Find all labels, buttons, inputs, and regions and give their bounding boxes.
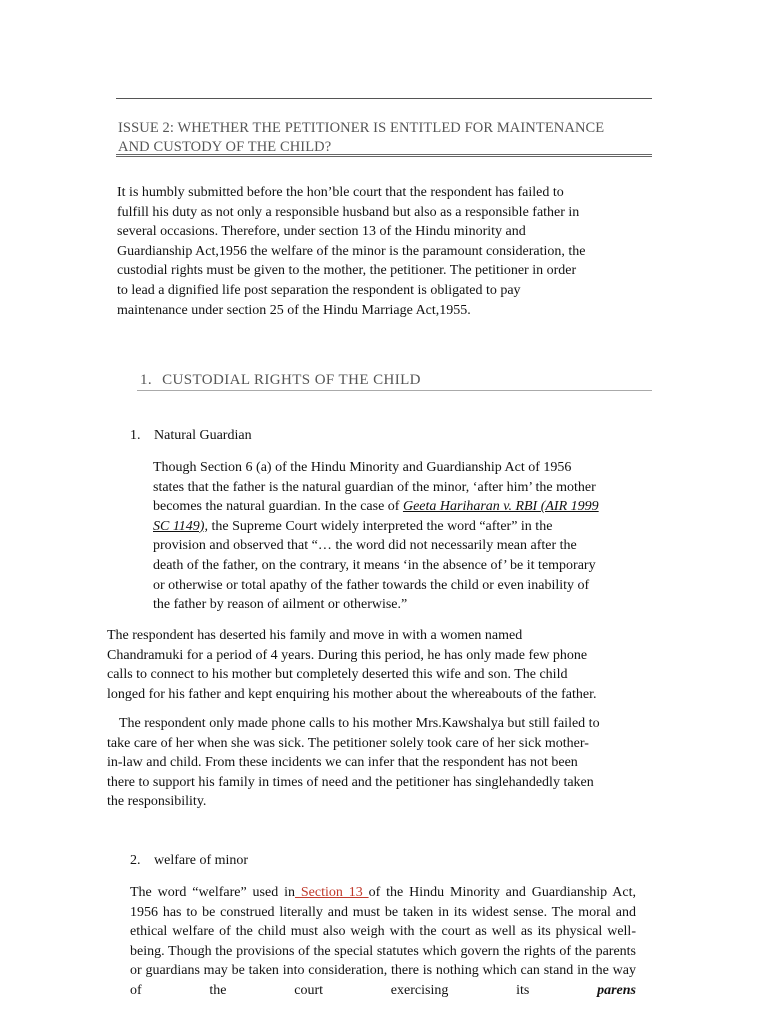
welfare-text-cont: of the Hindu Minority and Guardianship Act, 1956 has to be construed literally and must be taken in its widest sense. The moral and ethical welfare of the child must also weigh with the court as well as its physical well-being. Though the provisions of the special statutes which govern the rights of the parents or guardians may be taken into consideration, there is nothing which can stand in the way of the court exercising its bbox=[130, 885, 636, 998]
intro-line: fulfill his duty as not only a responsible husband but also as a responsible father in bbox=[117, 204, 580, 220]
section-heading-custodial-rights bbox=[140, 372, 660, 389]
intro-line: It is humbly submitted before the hon’ble court that the respondent has failed to bbox=[117, 185, 564, 200]
quote-line: states that the father is the natural guardian of the minor, ‘after him’ the mother bbox=[153, 479, 596, 495]
list-item-title: welfare of minor bbox=[154, 853, 249, 868]
quote-line: Though Section 6 (a) of the Hindu Minority and Guardianship Act of 1956 bbox=[153, 460, 572, 475]
list-item-welfare-of-minor bbox=[130, 853, 248, 869]
paragraph-line: the responsibility. bbox=[107, 794, 207, 810]
intro-line: to lead a dignified life post separation the respondent is obligated to pay bbox=[117, 282, 521, 298]
paragraph-line: take care of her when she was sick. The petitioner solely took care of her sick mother- bbox=[107, 735, 589, 751]
section-heading-number: 1. bbox=[140, 372, 153, 388]
case-citation-link[interactable]: Geeta Hariharan v. RBI (AIR 1999 bbox=[402, 499, 599, 515]
intro-line: custodial rights must be given to the mother, the petitioner. The petitioner in order bbox=[117, 263, 577, 279]
quote-line: or otherwise or total apathy of the father towards the child or even inability of bbox=[153, 577, 590, 593]
intro-paragraph bbox=[117, 183, 653, 320]
natural-guardian-paragraph bbox=[153, 458, 643, 615]
top-rule bbox=[116, 98, 652, 99]
desertion-paragraph bbox=[107, 626, 647, 704]
paragraph-line: in-law and child. From these incidents we can infer that the respondent has not been bbox=[107, 755, 578, 771]
case-citation-link-cont[interactable]: SC 1149), bbox=[153, 518, 208, 534]
list-item-natural-guardian bbox=[130, 428, 252, 444]
list-item-title: Natural Guardian bbox=[154, 428, 252, 443]
intro-line: several occasions. Therefore, under section 13 of the Hindu minority and bbox=[117, 224, 526, 240]
paragraph-line: Chandramuki for a period of 4 years. During this period, he has only made few phone bbox=[107, 647, 588, 663]
section-heading-text: CUSTODIAL RIGHTS OF THE CHILD bbox=[162, 372, 421, 388]
quote-line: death of the father, on the contrary, it means ‘in the absence of’ be it temporary bbox=[153, 557, 596, 573]
issue-heading-line-1: ISSUE 2: WHETHER THE PETITIONER IS ENTITLED FOR MAINTENANCE bbox=[118, 120, 605, 136]
quote-text: becomes the natural guardian. In the case of bbox=[153, 499, 403, 515]
paragraph-line: there to support his family in times of need and the petitioner has singlehandedly taken bbox=[107, 774, 594, 790]
welfare-paragraph bbox=[130, 883, 636, 1001]
section-heading-rule bbox=[137, 390, 652, 391]
issue-heading bbox=[118, 119, 658, 157]
section-13-link[interactable]: Section 13 bbox=[294, 885, 369, 900]
intro-line: Guardianship Act,1956 the welfare of the minor is the paramount consideration, the bbox=[117, 243, 586, 259]
issue-heading-rule bbox=[116, 154, 652, 157]
paragraph-line: longed for his father and kept enquiring his mother about the whereabouts of the father. bbox=[107, 686, 597, 702]
quote-line: the father by reason of ailment or otherwise.” bbox=[153, 597, 408, 613]
quote-line: provision and observed that “… the word did not necessarily mean after the bbox=[153, 538, 577, 554]
paragraph-line: The respondent has deserted his family and move in with a women named bbox=[107, 628, 523, 643]
list-item-number: 2. bbox=[130, 853, 141, 868]
welfare-text: The word “welfare” used in bbox=[130, 885, 295, 900]
quote-text: the Supreme Court widely interpreted the word “after” in the bbox=[207, 518, 553, 534]
quote-line bbox=[153, 497, 643, 517]
intro-line: maintenance under section 25 of the Hindu Marriage Act,1955. bbox=[117, 302, 471, 318]
parens-term: parens bbox=[597, 982, 636, 998]
responsibility-paragraph bbox=[107, 714, 637, 812]
quote-line bbox=[153, 517, 643, 537]
paragraph-line: The respondent only made phone calls to his mother Mrs.Kawshalya but still failed to bbox=[119, 716, 600, 731]
issue-heading-line-2: AND CUSTODY OF THE CHILD? bbox=[118, 139, 332, 155]
list-item-number: 1. bbox=[130, 428, 141, 443]
paragraph-line: calls to connect to his mother but completely deserted this wife and son. The child bbox=[107, 667, 568, 683]
